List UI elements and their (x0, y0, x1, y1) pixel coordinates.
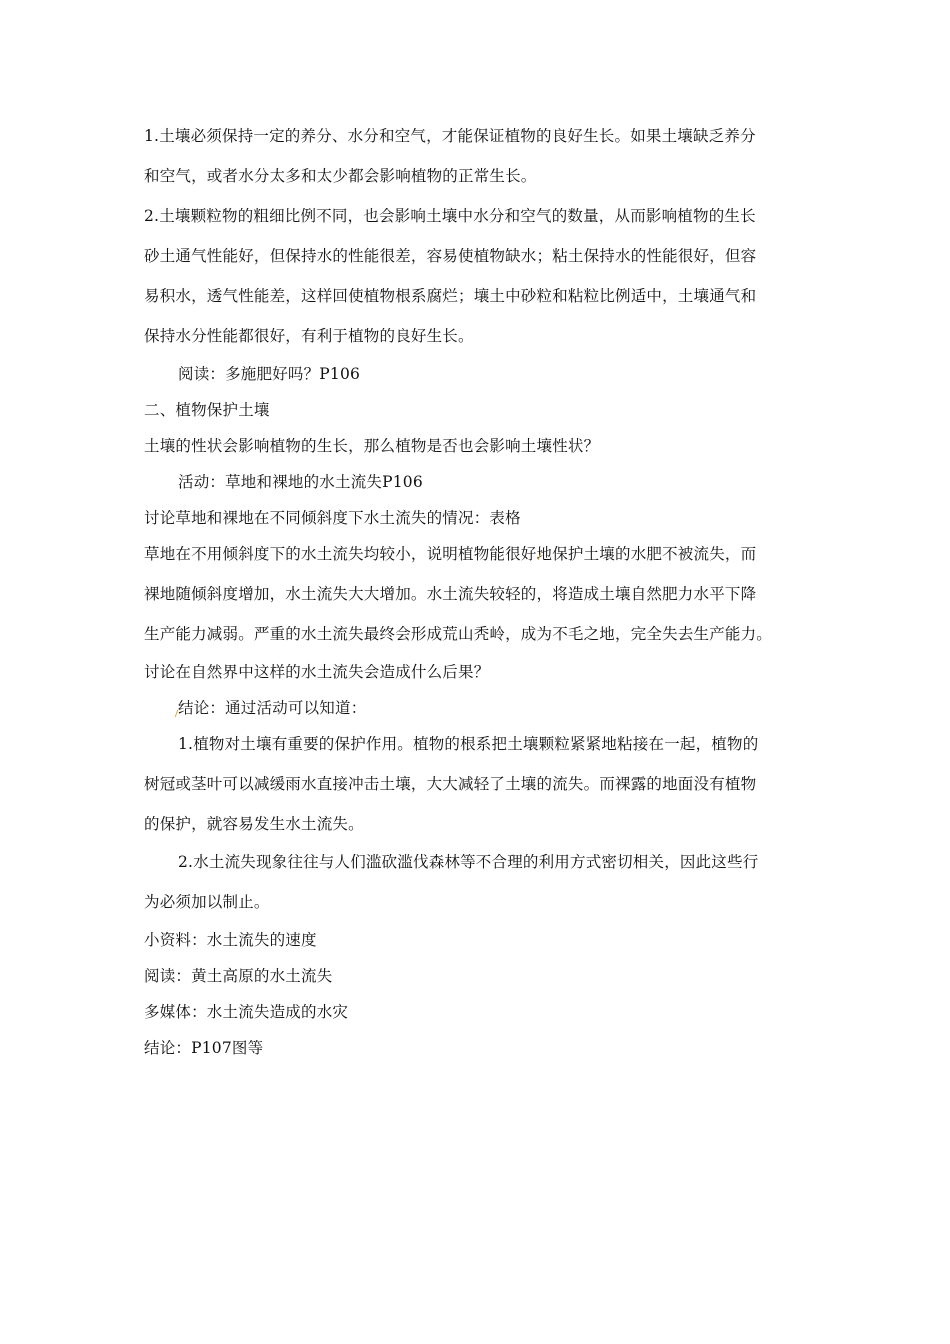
paragraph-line: 2.土壤颗粒物的粗细比例不同，也会影响土壤中水分和空气的数量，从而影响植物的生长 (144, 207, 756, 225)
paragraph-line: 和空气，或者水分太多和太少都会影响植物的正常生长。 (144, 167, 537, 185)
paragraph-line: 1.土壤必须保持一定的养分、水分和空气，才能保证植物的良好生长。如果土壤缺乏养分 (144, 127, 756, 145)
activity-note: 活动：草地和裸地的水土流失P106 (178, 473, 423, 491)
paragraph-line: 草地在不用倾斜度下的水土流失均较小，说明植物能很好地保护土壤的水肥不被流失，而 (144, 545, 757, 563)
section-heading: 二、植物保护土壤 (144, 401, 270, 419)
reading-note: 阅读：黄土高原的水土流失 (144, 967, 333, 985)
material-note: 小资料：水土流失的速度 (144, 931, 317, 949)
multimedia-note: 多媒体：水土流失造成的水灾 (144, 1003, 349, 1021)
paragraph-line: 保持水分性能都很好，有利于植物的良好生长。 (144, 327, 474, 345)
paragraph-line: 树冠或茎叶可以减缓雨水直接冲击土壤，大大减轻了土壤的流失。而裸露的地面没有植物 (144, 775, 757, 793)
paragraph-line: 的保护，就容易发生水土流失。 (144, 815, 364, 833)
paragraph-line: 生产能力减弱。严重的水土流失最终会形成荒山秃岭，成为不毛之地，完全失去生产能力。 (144, 625, 773, 643)
paragraph-line: 砂土通气性能好，但保持水的性能很差，容易使植物缺水；粘土保持水的性能很好，但容 (144, 247, 757, 265)
paragraph-line: 1.植物对土壤有重要的保护作用。植物的根系把土壤颗粒紧紧地粘接在一起，植物的 (178, 735, 759, 753)
paragraph-line: 2.水土流失现象往往与人们滥砍滥伐森林等不合理的利用方式密切相关，因此这些行 (178, 853, 759, 871)
paragraph-line: 为必须加以制止。 (144, 893, 270, 911)
conclusion-heading: 结论：通过活动可以知道： (178, 699, 367, 717)
paragraph-line: 讨论在自然界中这样的水土流失会造成什么后果？ (144, 663, 490, 681)
paragraph-line: 易积水，透气性能差，这样回使植物根系腐烂；壤土中砂粒和粘粒比例适中，土壤通气和 (144, 287, 757, 305)
paragraph-line: 讨论草地和裸地在不同倾斜度下水土流失的情况：表格 (144, 509, 521, 527)
conclusion-note: 结论：P107图等 (144, 1039, 264, 1057)
reading-note: 阅读：多施肥好吗？P106 (178, 365, 361, 383)
paragraph-line: 土壤的性状会影响植物的生长，那么植物是否也会影响土壤性状？ (144, 437, 600, 455)
paragraph-line: 裸地随倾斜度增加，水土流失大大增加。水土流失较轻的，将造成土壤自然肥力水平下降 (144, 585, 757, 603)
